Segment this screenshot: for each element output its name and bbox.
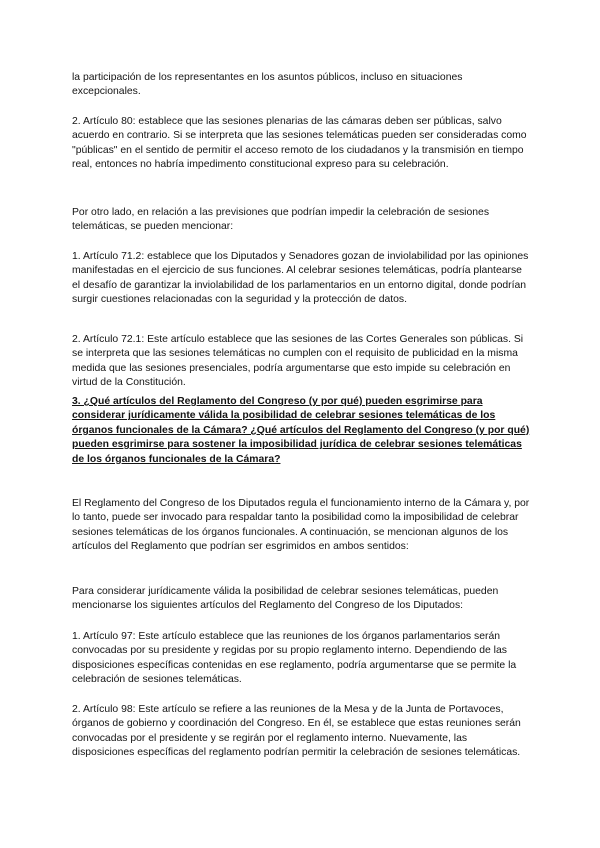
valida-intro-paragraph: Para considerar jurídicamente válida la posibilidad de celebrar sesiones telemáticas, pueden mencionarse los siguientes artículos del Reglamento del Congreso de los Diputados: bbox=[72, 586, 499, 612]
article-71-paragraph: 1. Artículo 71.2: establece que los Diputados y Senadores gozan de inviolabilidad por las opiniones manifestadas en el ejercicio de sus funciones. Al celebrar sesiones telemáticas, podría plantearse el desafío de garantizar la inviolabilidad de los parlamentarios en un entorno digital, donde podrían surgir cuestiones relacionadas con la seguridad y la protección de datos. bbox=[72, 251, 529, 306]
intro-continuation-paragraph: la participación de los representantes en los asuntos públicos, incluso en situaciones excepcionales. bbox=[72, 72, 463, 98]
reglamento-intro-paragraph: El Reglamento del Congreso de los Diputados regula el funcionamiento interno de la Cámara y, por lo tanto, puede ser invocado para respaldar tanto la posibilidad como la imposibilidad de celebrar sesiones telemáticas de los órganos funcionales. A continuación, se mencionan algunos de los artículos del Reglamento que podrían ser esgrimidos en ambos sentidos: bbox=[72, 498, 530, 553]
article-97-paragraph: 1. Artículo 97: Este artículo establece que las reuniones de los órganos parlamentarios serán convocadas por su presidente y regidas por su propio reglamento interno. Dependiendo de las disposiciones específicas contenidas en ese reglamento, podría argumentarse que se permite la celebración de sesiones telemáticas. bbox=[72, 631, 517, 686]
question-3-heading: 3. ¿Qué artículos del Reglamento del Congreso (y por qué) pueden esgrimirse para considerar jurídicamente válida la posibilidad de celebrar sesiones telemáticas de los órganos funcionales de la Cámara? ¿Qué artículos del Reglamento del Congreso (y por qué) pueden esgrimirse para sostener la imposibilidad jurídica de celebrar sesiones telemáticas de los órganos funcionales de la Cámara? bbox=[72, 396, 530, 465]
article-98-paragraph: 2. Artículo 98: Este artículo se refiere a las reuniones de la Mesa y de la Junta de Portavoces, órganos de gobierno y coordinación del Congreso. En él, se establece que estas reuniones serán convocadas por el presidente y se regirán por el reglamento interno. Nuevamente, las disposiciones específicas del reglamento podrían permitir la celebración de sesiones telemáticas. bbox=[72, 704, 521, 759]
otro-lado-paragraph: Por otro lado, en relación a las previsiones que podrían impedir la celebración de sesiones telemáticas, se pueden mencionar: bbox=[72, 207, 490, 233]
article-80-paragraph: 2. Artículo 80: establece que las sesiones plenarias de las cámaras deben ser públicas, salvo acuerdo en contrario. Si se interpreta que las sesiones telemáticas pueden ser consideradas como "públicas" en el sentido de permitir el acceso remoto de los ciudadanos y la transmisión en tiempo real, entonces no habría impedimento constitucional expreso para su celebración. bbox=[72, 116, 527, 171]
article-72-paragraph: 2. Artículo 72.1: Este artículo establece que las sesiones de las Cortes Generales son públicas. Si se interpreta que las sesiones telemáticas no cumplen con el requisito de publicidad en la misma medida que las sesiones presenciales, podría argumentarse que esto impide su celebración en virtud de la Constitución. bbox=[72, 334, 524, 389]
